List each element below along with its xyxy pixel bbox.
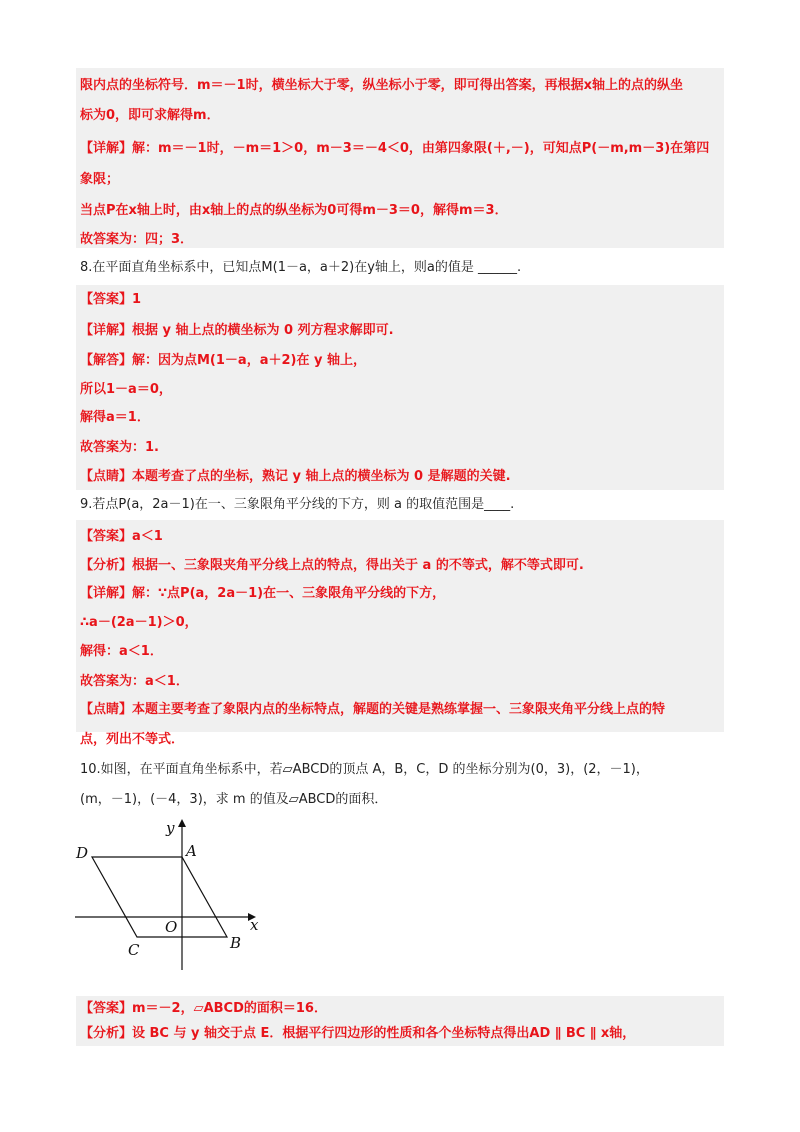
q9-final-answer: 故答案为：a＜1． [80,674,189,689]
q9-analysis: 【分析】根据一、三象限夹角平分线上点的特点，得出关于 a 的不等式，解不等式即可. [80,558,584,573]
question-10-line-2: (m，－1)，(－4，3)，求 m 的值及▱ABCD的面积． [80,792,388,807]
label-x: x [250,916,259,934]
q9-detail-2: ∴a－(2a－1)＞0， [80,615,198,630]
q9-answer: 【答案】a＜1 [80,529,163,544]
q8-solution-1: 【解答】解：因为点M(1－a，a＋2)在 y 轴上， [80,353,366,368]
q8-solution-2: 所以1－a＝0， [80,382,172,397]
q8-detail: 【详解】根据 y 轴上点的横坐标为 0 列方程求解即可. [80,323,394,338]
q8-comment: 【点睛】本题考查了点的坐标，熟记 y 轴上点的横坐标为 0 是解题的关键. [80,469,511,484]
q9-comment-1: 【点睛】本题主要考查了象限内点的坐标特点，解题的关键是熟练掌握一、三象限夹角平分线上点的特 [80,702,666,717]
label-c: C [128,941,140,959]
label-a: A [186,842,197,860]
question-9: 9.若点P(a，2a－1)在一、三象限角平分线的下方，则 a 的取值范围是____. [80,497,515,512]
q7-detail-line-1: 【详解】解：m＝－1时，－m＝1＞0，m－3＝－4＜0，由第四象限(＋,－)，可知点P(－m,m－3)在第四 [80,141,710,156]
answer-block-8 [76,285,724,490]
parallelogram-abcd [92,857,227,937]
q10-analysis: 【分析】设 BC 与 y 轴交于点 E．根据平行四边形的性质和各个坐标特点得出AD ∥ BC ∥ x轴， [80,1026,636,1041]
q10-answer: 【答案】m＝－2，▱ABCD的面积＝16． [80,1001,327,1016]
q7-answer-line: 故答案为：四；3． [80,232,194,247]
q8-solution-3: 解得a＝1． [80,410,150,425]
y-axis-arrow-icon [178,819,186,827]
q9-detail-1: 【详解】解：∵点P(a，2a－1)在一、三象限角平分线的下方， [80,586,446,601]
q8-final-answer: 故答案为：1. [80,440,159,455]
question-10-line-1: 10.如图，在平面直角坐标系中，若▱ABCD的顶点 A，B，C，D 的坐标分别为(0，3)，(2，－1)， [80,762,649,777]
label-y: y [166,819,175,837]
q9-comment-2: 点，列出不等式． [80,732,185,747]
q7-analysis-line-2: 标为0，即可求解得m． [80,108,220,123]
q7-detail-line-3: 当点P在x轴上时，由x轴上的点的纵坐标为0可得m－3＝0，解得m＝3． [80,203,508,218]
label-o: O [165,918,178,936]
label-d: D [76,844,89,862]
q9-detail-3: 解得：a＜1． [80,644,163,659]
label-b: B [230,934,242,952]
parallelogram-figure [70,815,270,980]
q7-detail-line-2: 象限； [80,172,120,187]
question-8: 8.在平面直角坐标系中，已知点M(1－a，a＋2)在y轴上，则a的值是 ______. [80,260,522,275]
q7-analysis-line-1: 限内点的坐标符号．m＝－1时，横坐标大于零，纵坐标小于零，即可得出答案，再根据x轴上的点的纵坐 [80,78,683,93]
q8-answer: 【答案】1 [80,292,142,307]
